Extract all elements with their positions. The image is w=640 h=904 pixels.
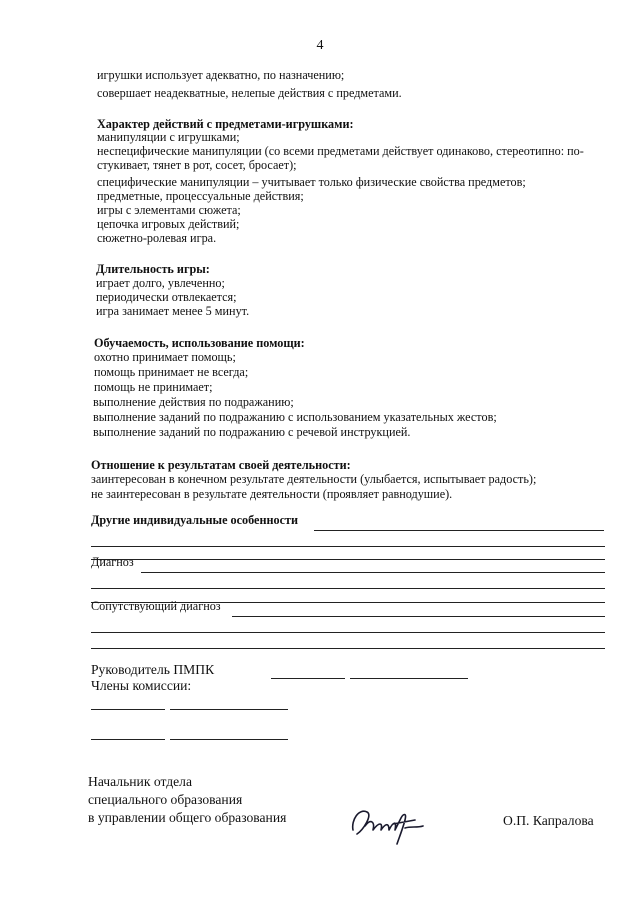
signature-line xyxy=(271,678,345,679)
members-label: Члены комиссии: xyxy=(91,678,192,693)
handwritten-signature xyxy=(345,800,435,846)
section-heading-learnability: Обучаемость, использование помощи: xyxy=(94,336,305,350)
text-line: игра занимает менее 5 минут. xyxy=(96,304,250,318)
signature-line xyxy=(91,739,165,740)
text-line: выполнение действия по подражанию; xyxy=(93,395,294,409)
head-label: Руководитель ПМПК xyxy=(91,662,215,677)
name-line xyxy=(170,739,288,740)
diagnosis-label: Диагноз xyxy=(91,555,134,569)
section-heading-play-duration: Длительность игры: xyxy=(96,262,210,276)
text-line: помощь принимает не всегда; xyxy=(94,365,249,379)
text-line: выполнение заданий по подражанию с использованием указательных жестов; xyxy=(93,410,497,424)
fill-line xyxy=(91,559,605,560)
text-line: предметные, процессуальные действия; xyxy=(97,189,304,203)
text-line: специфические манипуляции – учитывает только физические свойства предметов; xyxy=(97,175,526,189)
fill-line xyxy=(91,632,605,633)
position-line: специального образования xyxy=(88,792,243,807)
text-line: стукивает, тянет в рот, сосет, бросает); xyxy=(97,158,297,172)
fill-line xyxy=(232,616,605,617)
text-line: совершает неадекватные, нелепые действия с предметами. xyxy=(97,86,402,100)
name-line xyxy=(170,709,288,710)
concomitant-diagnosis-label: Сопутствующий диагноз xyxy=(91,599,221,613)
text-line: выполнение заданий по подражанию с речевой инструкцией. xyxy=(93,425,411,439)
text-line: играет долго, увлеченно; xyxy=(96,276,225,290)
text-line: игры с элементами сюжета; xyxy=(97,203,241,217)
fill-line xyxy=(91,546,605,547)
fill-line xyxy=(141,572,605,573)
position-line: в управлении общего образования xyxy=(88,810,287,825)
text-line: манипуляции с игрушками; xyxy=(97,130,240,144)
fill-line xyxy=(91,588,605,589)
section-heading-play-character: Характер действий с предметами-игрушками: xyxy=(97,117,354,131)
fill-line xyxy=(91,648,605,649)
other-features-label: Другие индивидуальные особенности xyxy=(91,513,299,527)
text-line: игрушки использует адекватно, по назначению; xyxy=(97,68,345,82)
text-line: неспецифические манипуляции (со всеми предметами действует одинаково, стереотипно: по- xyxy=(97,144,584,158)
fill-line xyxy=(314,530,604,531)
position-line: Начальник отдела xyxy=(88,774,192,789)
signature-line xyxy=(91,709,165,710)
signatory-name: О.П. Капралова xyxy=(503,813,594,828)
text-line: не заинтересован в результате деятельности (проявляет равнодушие). xyxy=(91,487,453,501)
text-line: охотно принимает помощь; xyxy=(94,350,236,364)
text-line: сюжетно-ролевая игра. xyxy=(97,231,217,245)
section-heading-attitude-to-results: Отношение к результатам своей деятельности: xyxy=(91,458,351,472)
text-line: заинтересован в конечном результате деятельности (улыбается, испытывает радость); xyxy=(91,472,537,486)
text-line: периодически отвлекается; xyxy=(96,290,237,304)
text-line: цепочка игровых действий; xyxy=(97,217,240,231)
page-number: 4 xyxy=(316,38,324,53)
text-line: помощь не принимает; xyxy=(94,380,213,394)
name-line xyxy=(350,678,468,679)
